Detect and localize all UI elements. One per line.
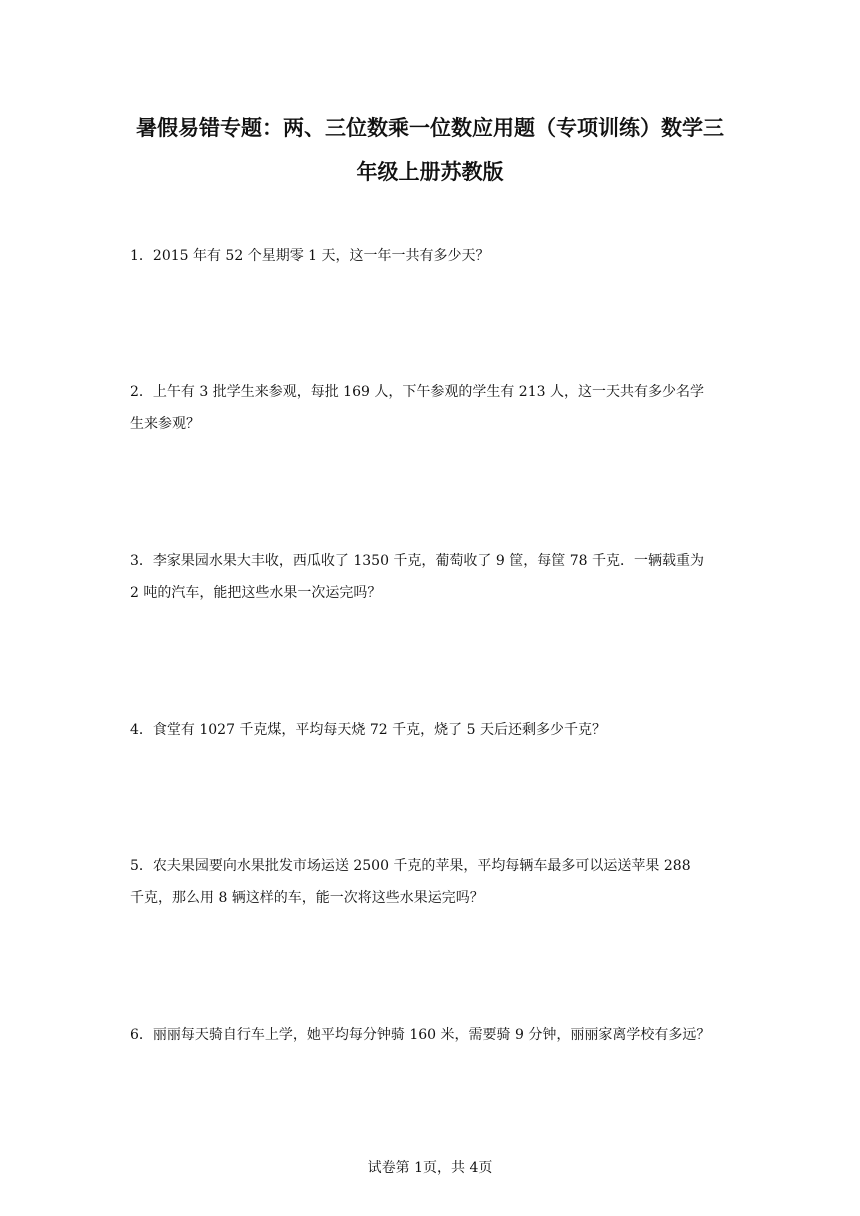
question-1-line-1: 1．2015 年有 52 个星期零 1 天，这一年一共有多少天？ — [130, 248, 490, 264]
question-2 — [130, 376, 735, 440]
question-3-line-1: 3．李家果园水果大丰收，西瓜收了 1350 千克，葡萄收了 9 筐，每筐 78 千克．一辆载重为 — [130, 553, 704, 569]
document-title — [110, 106, 750, 194]
page-footer: 试卷第 1页，共 4页 — [367, 1160, 493, 1176]
question-4 — [130, 714, 735, 746]
question-2-line-2: 生来参观？ — [130, 416, 200, 432]
question-5-line-1: 5．农夫果园要向水果批发市场运送 2500 千克的苹果，平均每辆车最多可以运送苹果 288 — [130, 858, 691, 874]
question-1 — [130, 240, 735, 272]
question-3 — [130, 545, 735, 609]
question-2-line-1: 2．上午有 3 批学生来参观，每批 169 人，下午参观的学生有 213 人，这一天共有多少名学 — [130, 384, 704, 400]
question-5-line-2: 千克，那么用 8 辆这样的车，能一次将这些水果运完吗？ — [130, 890, 484, 906]
title-line-1: 暑假易错专题：两、三位数乘一位数应用题（专项训练）数学三 — [136, 116, 724, 140]
question-4-line-1: 4．食堂有 1027 千克煤，平均每天烧 72 千克，烧了 5 天后还剩多少千克？ — [130, 722, 606, 738]
question-3-line-2: 2 吨的汽车，能把这些水果一次运完吗？ — [130, 585, 382, 601]
title-line-2: 年级上册苏教版 — [356, 160, 504, 184]
question-5 — [130, 850, 735, 914]
question-6 — [130, 1019, 735, 1051]
question-6-line-1: 6．丽丽每天骑自行车上学，她平均每分钟骑 160 米，需要骑 9 分钟，丽丽家离学校有多远？ — [130, 1027, 711, 1043]
